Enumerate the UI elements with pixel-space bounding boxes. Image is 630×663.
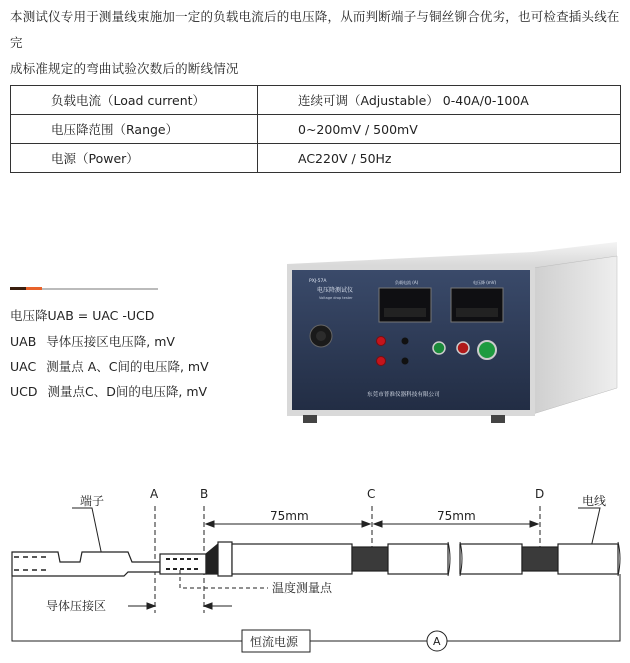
start-button-icon: [433, 342, 445, 354]
measurement-diagram: [0, 478, 630, 663]
dimension-1-label: 75mm: [270, 509, 309, 523]
point-c-label: C: [367, 487, 376, 501]
meter-digits: [456, 308, 498, 317]
spec-table: [10, 85, 621, 173]
spec-value: AC220V / 50Hz: [258, 144, 621, 173]
meter-label-current: 负载电流 (A): [395, 280, 419, 285]
meter-digits: [384, 308, 426, 317]
terminal-leader: [72, 508, 102, 556]
power-button-icon: [478, 341, 496, 359]
crimp-zone: [160, 542, 232, 576]
device-side: [533, 256, 617, 414]
spec-value: 0~200mV / 500mV: [258, 115, 621, 144]
formula-ucd: [10, 382, 207, 400]
terminal-black-icon: [402, 338, 409, 345]
device-panel-subtitle: Voltage drop tester: [319, 296, 353, 300]
terminal-label: 端子: [80, 494, 105, 508]
formula-uab: [10, 332, 175, 350]
stop-button-icon: [457, 342, 469, 354]
dimension-2-label: 75mm: [437, 509, 476, 523]
device-model: PXJ-57A: [309, 279, 327, 284]
temp-point-label: 温度测量点: [272, 581, 333, 595]
formula-desc: 测量点C、D间的电压降, mV: [47, 384, 208, 399]
device-company: 东莞市普准仪器科技有限公司: [367, 392, 440, 398]
table-row: [11, 115, 621, 144]
intro-text: [10, 4, 622, 82]
accent-bar-dark: [10, 287, 26, 290]
meter-label-voltage: 电压降 (mV): [473, 280, 497, 285]
terminal-body: [12, 552, 160, 576]
crimp-zone-label: 导体压接区: [46, 599, 107, 613]
formula-uac: [10, 357, 209, 375]
spec-label: 电源（Power）: [11, 144, 258, 173]
device-illustration: [283, 238, 623, 428]
formula-desc: 导体压接区电压降, mV: [46, 334, 175, 349]
spec-label: 负载电流（Load current）: [11, 86, 258, 115]
wire-segments: [232, 544, 618, 574]
table-row: [11, 86, 621, 115]
ammeter-label: A: [433, 635, 441, 648]
device-foot: [303, 415, 317, 423]
spec-value: 连续可调（Adjustable） 0-40A/0-100A: [258, 86, 621, 115]
wire-label: 电线: [582, 494, 607, 508]
point-d-label: D: [535, 487, 545, 501]
intro-line-2: 成标准规定的弯曲试验次数后的断线情况: [10, 61, 239, 76]
power-source-label: 恒流电源: [250, 635, 299, 649]
formula-symbol: UCD: [10, 384, 38, 399]
formula-symbol: UAC: [10, 359, 37, 374]
intro-line-1: 本测试仪专用于测量线束施加一定的负载电流后的电压降，从而判断端子与铜丝铆合优劣，也可检查插头线在完: [10, 9, 620, 50]
accent-bar-gray: [42, 288, 158, 290]
crimp-dimension: [128, 603, 232, 609]
terminal-red-icon: [377, 357, 386, 366]
device-foot: [491, 415, 505, 423]
terminal-red-icon: [377, 337, 386, 346]
formula-main: 电压降UAB = UAC -UCD: [10, 308, 155, 323]
accent-bar-orange: [26, 287, 42, 290]
table-row: [11, 144, 621, 173]
device-panel-title: 电压降测试仪: [317, 287, 354, 294]
point-b-label: B: [200, 487, 209, 501]
formula-symbol: UAB: [10, 334, 37, 349]
knob-center: [316, 331, 326, 341]
terminal-black-icon: [402, 358, 409, 365]
point-a-label: A: [150, 487, 159, 501]
formula-desc: 测量点 A、C间的电压降, mV: [46, 359, 209, 374]
spec-label: 电压降范围（Range）: [11, 115, 258, 144]
